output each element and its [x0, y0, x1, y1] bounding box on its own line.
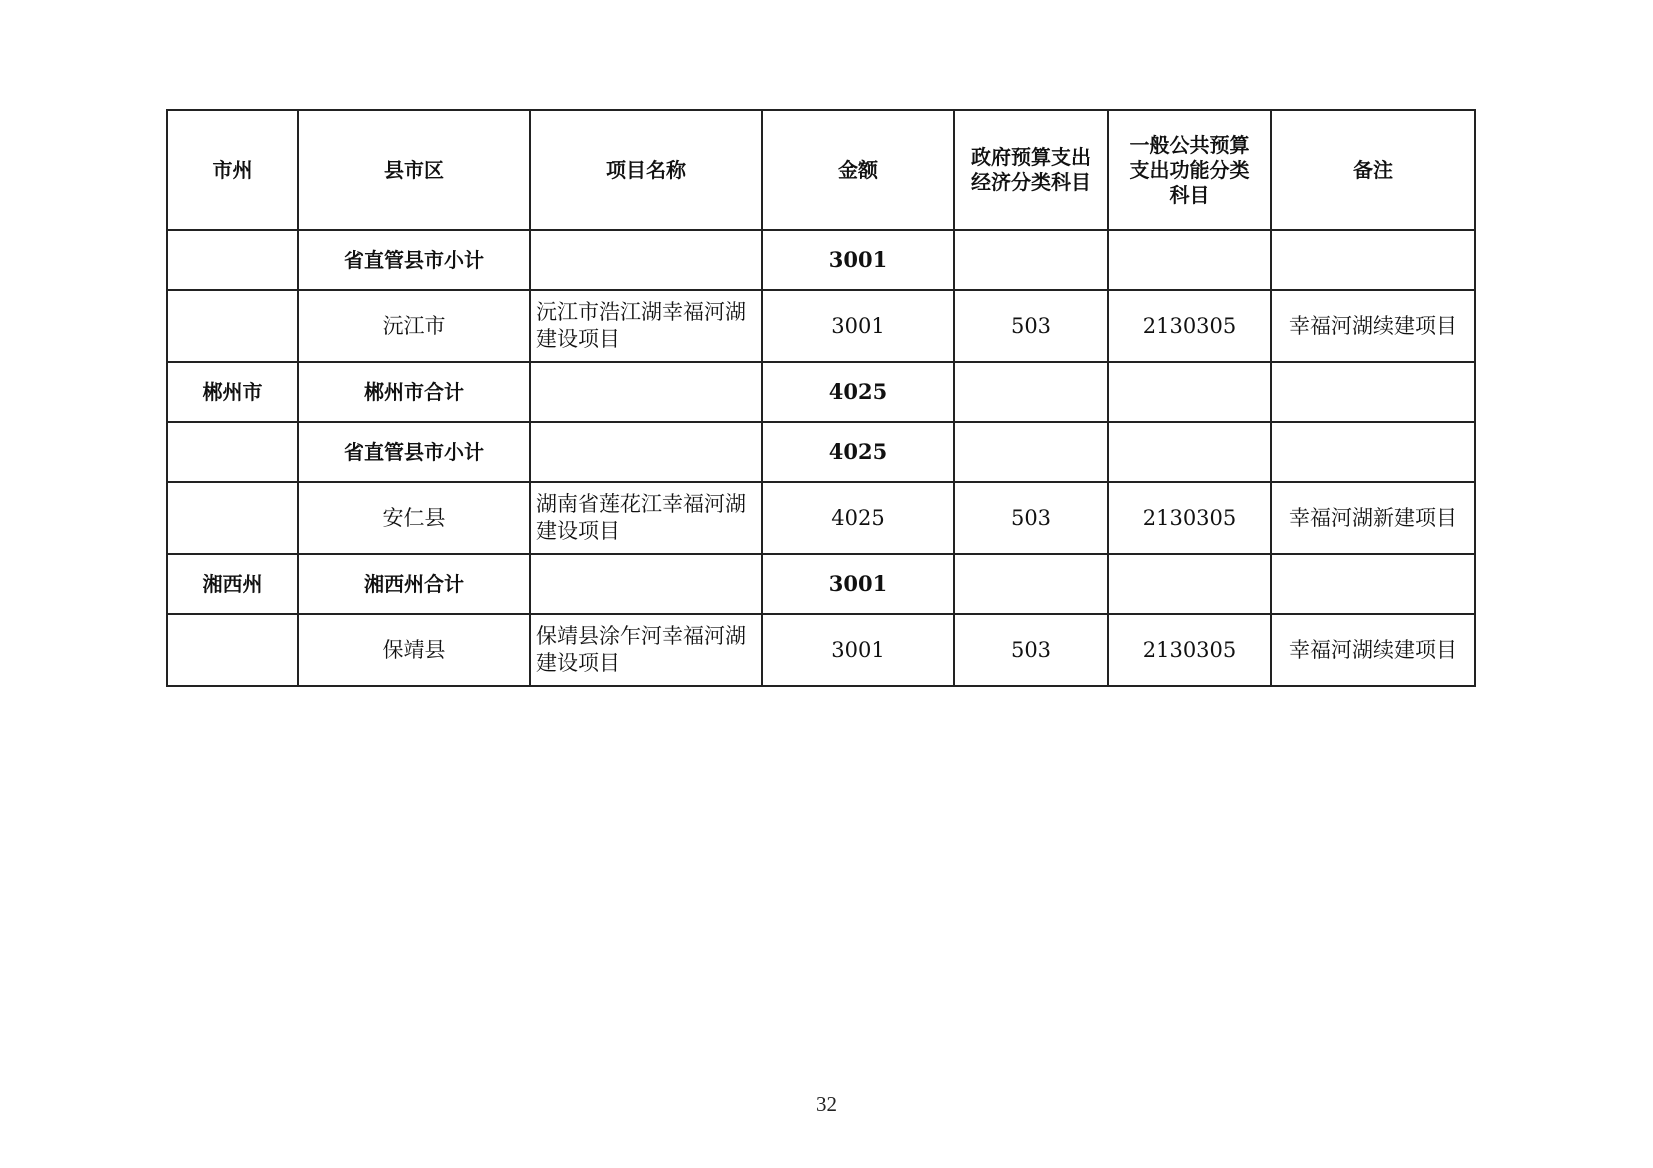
cell-remark — [1271, 362, 1475, 422]
cell-project — [530, 422, 762, 482]
cell-project: 保靖县涂乍河幸福河湖建设项目 — [530, 614, 762, 686]
cell-county: 郴州市合计 — [298, 362, 530, 422]
cell-county: 省直管县市小计 — [298, 422, 530, 482]
cell-city — [167, 614, 298, 686]
header-econ-category: 政府预算支出经济分类科目 — [954, 110, 1108, 230]
cell-county: 湘西州合计 — [298, 554, 530, 614]
header-amount: 金额 — [762, 110, 954, 230]
budget-table — [166, 109, 1476, 687]
cell-county: 安仁县 — [298, 482, 530, 554]
cell-econ — [954, 554, 1108, 614]
cell-remark — [1271, 554, 1475, 614]
cell-county: 省直管县市小计 — [298, 230, 530, 290]
cell-city — [167, 482, 298, 554]
cell-county: 沅江市 — [298, 290, 530, 362]
header-county: 县市区 — [298, 110, 530, 230]
table-row — [167, 422, 1475, 482]
cell-func — [1108, 554, 1271, 614]
header-func-category: 一般公共预算支出功能分类科目 — [1108, 110, 1271, 230]
cell-amount: 4025 — [762, 422, 954, 482]
table-row — [167, 482, 1475, 554]
header-row — [167, 110, 1475, 230]
cell-project: 沅江市浩江湖幸福河湖建设项目 — [530, 290, 762, 362]
cell-remark — [1271, 422, 1475, 482]
table-row — [167, 362, 1475, 422]
cell-county: 保靖县 — [298, 614, 530, 686]
cell-remark: 幸福河湖新建项目 — [1271, 482, 1475, 554]
header-city: 市州 — [167, 110, 298, 230]
cell-remark: 幸福河湖续建项目 — [1271, 614, 1475, 686]
page-number: 32 — [816, 1092, 837, 1116]
cell-project — [530, 554, 762, 614]
cell-remark: 幸福河湖续建项目 — [1271, 290, 1475, 362]
cell-remark — [1271, 230, 1475, 290]
table-row — [167, 554, 1475, 614]
cell-econ: 503 — [954, 290, 1108, 362]
cell-project: 湖南省莲花江幸福河湖建设项目 — [530, 482, 762, 554]
table-row — [167, 230, 1475, 290]
cell-amount: 4025 — [762, 362, 954, 422]
table-row — [167, 290, 1475, 362]
cell-func: 2130305 — [1108, 290, 1271, 362]
cell-project — [530, 362, 762, 422]
cell-func — [1108, 230, 1271, 290]
cell-econ — [954, 362, 1108, 422]
cell-city — [167, 290, 298, 362]
cell-amount: 4025 — [762, 482, 954, 554]
cell-amount: 3001 — [762, 290, 954, 362]
header-project: 项目名称 — [530, 110, 762, 230]
cell-city: 郴州市 — [167, 362, 298, 422]
cell-econ — [954, 230, 1108, 290]
cell-amount: 3001 — [762, 614, 954, 686]
cell-amount: 3001 — [762, 230, 954, 290]
cell-func — [1108, 362, 1271, 422]
cell-func: 2130305 — [1108, 482, 1271, 554]
cell-func — [1108, 422, 1271, 482]
header-remark: 备注 — [1271, 110, 1475, 230]
cell-project — [530, 230, 762, 290]
cell-econ — [954, 422, 1108, 482]
cell-amount: 3001 — [762, 554, 954, 614]
cell-city — [167, 422, 298, 482]
cell-econ: 503 — [954, 614, 1108, 686]
cell-city: 湘西州 — [167, 554, 298, 614]
cell-city — [167, 230, 298, 290]
table-row — [167, 614, 1475, 686]
cell-econ: 503 — [954, 482, 1108, 554]
cell-func: 2130305 — [1108, 614, 1271, 686]
